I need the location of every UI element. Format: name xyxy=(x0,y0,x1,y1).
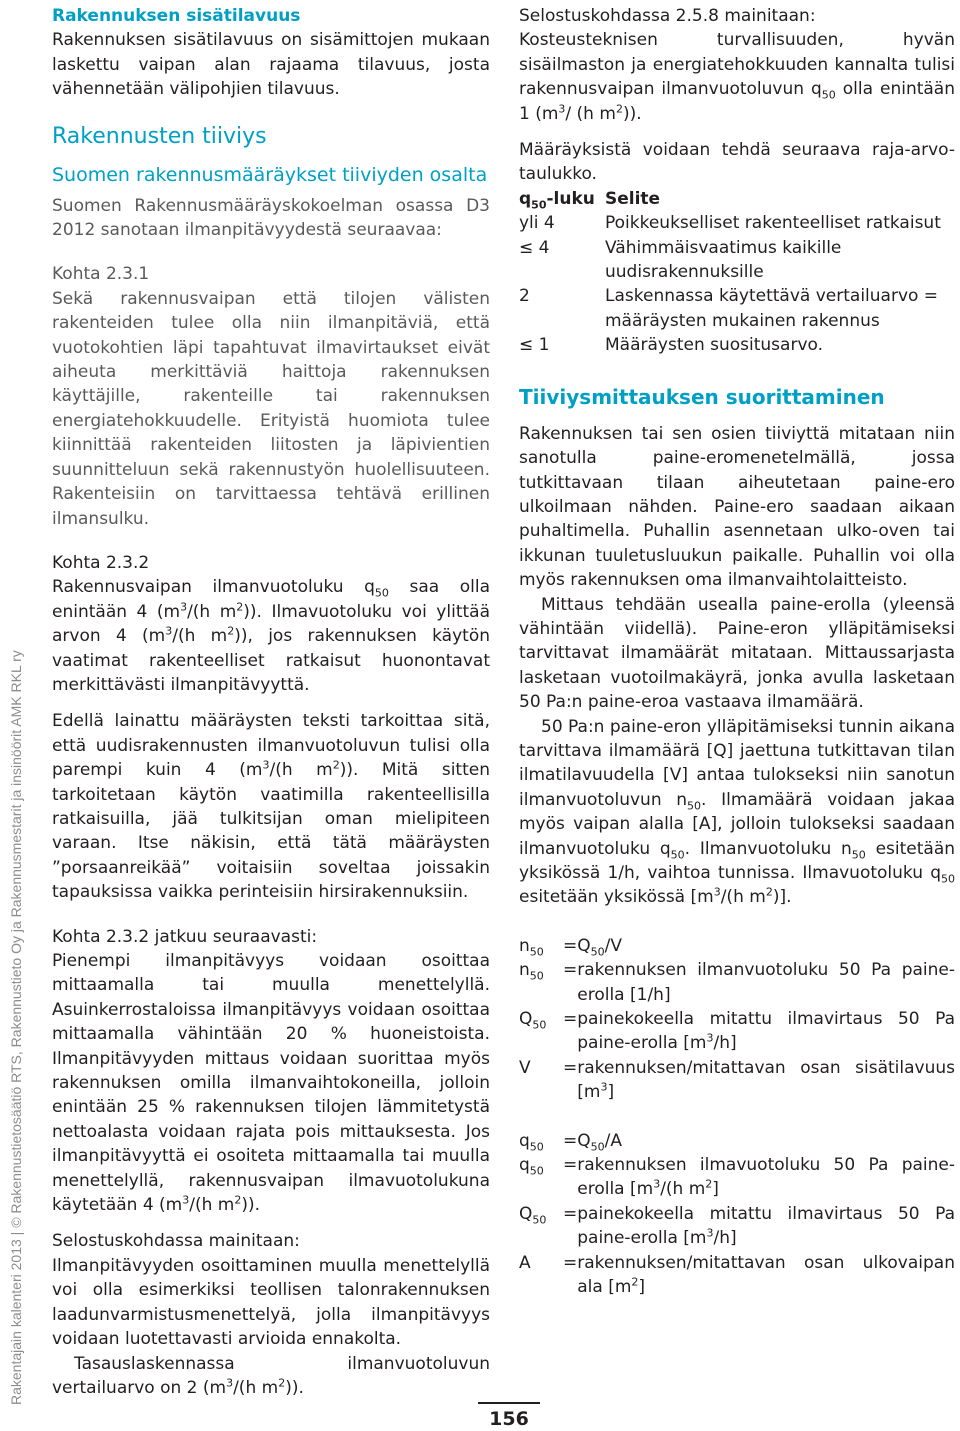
formula-row: $Q_{50}$ = painekokeella mitattu ilmavirtaus 50 Pa paine-erolla $[m^3/h]$ xyxy=(519,1203,955,1249)
table-cell-text: Poikkeukselliset rakenteelliset ratkaisut xyxy=(605,213,941,234)
paragraph-pienempi: Pienempi ilmanpitävyys voidaan osoittaa mittaamalla tai muulla menettelyllä. Asuinkerrostaloissa ilmanpitävyys voidaan osoittaa mittaamalla vähintään 20 % huoneistoista. Ilmanpitävyyden mittaus voidaan suorittaa myös rakennuksen omilla ilmanvaihtokoneilla, jolloin enintään 25 % rakennuksen tilojen lämmitetystä nettoalasta voidaan rajata pois mittauksesta. Jos ilmanpitävyyttä ei osoiteta mittaamalla tai muulla menettelyllä, rakennusvaipan ilmavuotolukuna käytetään 4 ($m^3/(h$ $m^2$)). xyxy=(52,951,490,1216)
table-header-q50: $q_{50}$-luku xyxy=(519,188,595,212)
heading-suomen-maaraykset: Suomen rakennusmääräykset tiiviyden osalta xyxy=(52,163,488,186)
table-cell-text: Määräysten suositusarvo. xyxy=(605,335,824,356)
formula-row: $q_{50}$ = rakennuksen ilmavuotoluku 50 Pa paine-erolla [$m^3/(h$ $m^2$] xyxy=(519,1155,955,1200)
table-header-selite: Selite xyxy=(605,188,661,209)
right-column xyxy=(519,4,955,1300)
table-row xyxy=(519,211,955,235)
paragraph-mittaus-1: Rakennuksen tai sen osien tiiviyttä mitataan niin sanotulla paine-eromenetelmällä, jossa tutkittavaan tilaan aiheutetaan paine-ero ulkoilmaan nähden. Paine-ero saadaan aikaan puhaltimella. Puhallin asennetaan ulko-oven tai ikkunan tuuletusluukun paikalle. Puhallin voi olla myös rakennuksen oma ilmanvaihtolaitteisto. xyxy=(519,423,955,591)
table-header-row xyxy=(519,187,955,211)
sidebar-copyright: Rakentajain kalenteri 2013 | © Rakennustietosäätiö RTS, Rakennustieto Oy ja Rakennusmestarit ja insinöörit AMK RKL ry xyxy=(8,650,24,1405)
table-cell-key: yli 4 xyxy=(519,213,555,234)
paragraph-maarayksista: Määräyksistä voidaan tehdä seuraava raja-arvo-taulukko. xyxy=(519,140,955,185)
formula-row: $n_{50}$ = $Q_{50}/V$ xyxy=(519,935,622,959)
heading-tiiviys: Rakennusten tiiviys xyxy=(52,123,267,149)
formula-row: $q_{50}$ = $Q_{50}/A$ xyxy=(519,1130,622,1154)
paragraph-232: Rakennusvaipan ilmanvuotoluku $q_{50}$ saa olla enintään 4 ($m^3/(h$ $m^2$)). Ilmavuotoluku voi ylittää arvon 4 ($m^3/(h$ $m^2$)), jos rakennuksen käytön vaatimat rakenteelliset ratkaisut huonontavat merkittävästi ilmanpitävyyttä. xyxy=(52,577,491,695)
formula-row: $n_{50}$ = rakennuksen ilmanvuotoluku 50 Pa paine-erolla [1/h] xyxy=(519,960,955,1005)
table-cell-key: ≤ 1 xyxy=(519,335,550,356)
selostus-258: Selostuskohdassa 2.5.8 mainitaan: xyxy=(519,6,816,26)
paragraph-258: Kosteusteknisen turvallisuuden, hyvän sisäilmaston ja energiatehokkuuden kannalta tulisi rakennusvaipan ilmanvuotoluvun $q_{50}$ olla enintään 1 ($m^3/$ (h $m^2$)). xyxy=(519,30,955,124)
table-cell-text: Laskennassa käytettävä vertailuarvo = määräysten mukainen rakennus xyxy=(605,286,939,331)
limit-table xyxy=(519,187,955,358)
paragraph-tasaus: Tasauslaskennassa ilmanvuotoluvun vertailuarvo on 2 ($m^3/(h$ $m^2$)). xyxy=(52,1353,490,1398)
kohta-232: Kohta 2.3.2 xyxy=(52,552,150,573)
table-row xyxy=(519,333,955,357)
formula-row: $Q_{50}$ = painekokeella mitattu ilmavirtaus 50 Pa paine-erolla $[m^3/h]$ xyxy=(519,1009,955,1054)
table-cell-text: Vähimmäisvaatimus kaikille uudisrakennuksille xyxy=(605,237,842,283)
table-row xyxy=(519,284,955,333)
table-cell-key: ≤ 4 xyxy=(519,237,550,258)
paragraph-osoittaminen: Ilmanpitävyyden osoittaminen muulla menettelyllä voi olla esimerkiksi teollisen talonrakennuksen laadunvarmistusmenettelyä, jolla ilmanpitävyys voidaan luotettavasti arvioida ennakolta. xyxy=(52,1255,490,1350)
formula-row: A = rakennuksen/mitattavan osan ulkovaipan ala $[m^2]$ xyxy=(519,1252,955,1298)
selostus-heading: Selostuskohdassa mainitaan: xyxy=(52,1231,300,1252)
paragraph-sisatilavuus: Rakennuksen sisätilavuus on sisämittojen mukaan laskettu vaipan alan rajaama tilavuus, josta vähennetään välipohjien tilavuus. xyxy=(52,30,490,100)
heading-sisatilavuus: Rakennuksen sisätilavuus xyxy=(52,6,301,26)
paragraph-d3: Suomen Rakennusmääräyskokoelman osassa D3 2012 sanotaan ilmanpitävyydestä seuraavaa: xyxy=(52,195,490,241)
kohta-232-jatkuu: Kohta 2.3.2 jatkuu seuraavasti: xyxy=(52,926,318,947)
paragraph-edella: Edellä lainattu määräysten teksti tarkoittaa sitä, että uudisrakennusten ilmanvuotoluvun tulisi olla parempi kuin 4 ($m^3/(h$ $m^2$)). Mitä sitten tarkoitetaan käytön vaatimilla rakenteellisilla ratkaisuilla, jää tulkitsijan oman mielipiteen varaan. Itse näkisin, että tätä määräysten ”porsaanreikää” voitaisiin soveltaa joissakin tapauksissa vaikka perinteisiin hirsirakennuksiin. xyxy=(52,711,490,903)
table-cell-key: 2 xyxy=(519,286,530,307)
page-number: 156 xyxy=(478,1402,540,1430)
formula-row: V = rakennuksen/mitattavan osan sisätilavuus $[m^3]$ xyxy=(519,1057,955,1103)
left-column xyxy=(52,4,490,1400)
formula-q50 xyxy=(519,1129,955,1300)
heading-tiiviysmittaus: Tiiviysmittauksen suorittaminen xyxy=(519,384,885,409)
formula-n50 xyxy=(519,934,955,1105)
table-row xyxy=(519,236,955,285)
paragraph-231: Sekä rakennusvaipan että tilojen välisten rakenteiden tulee olla niin ilmanpitäviä, että vuotokohtien läpi tapahtuvat ilmavirtaukset eivät aiheuta merkittäviä haittoja rakennuksen käyttäjille, rakenteille tai rakennuksen energiatehokkuudelle. Erityistä huomiota tulee kiinnittää rakenteiden liitosten ja läpivientien suunnitteluun sekä rakennustyön huolellisuuteen. Rakenteisiin on tarvittaessa tehtävä erillinen ilmansulku. xyxy=(52,288,490,529)
paragraph-mittaus-2: Mittaus tehdään usealla paine-erolla (yleensä vähintään viidellä). Paine-eron ylläpitämiseksi tarvittavat ilmamäärät mitataan. Mittaussarjasta lasketaan vuotoilmakäyrä, jonka avulla lasketaan 50 Pa:n paine-eroa vastaava ilmamäärä. xyxy=(519,594,955,713)
kohta-231: Kohta 2.3.1 xyxy=(52,264,150,285)
paragraph-mittaus-3: 50 Pa:n paine-eron ylläpitämiseksi tunnin aikana tarvittava ilmamäärä [Q] jaettuna tutkittavan tilan ilmatilavuudella [V] antaa tulokseksi niin sanotun ilmanvuotoluvun $n_{50}$. Ilmamäärä voidaan jakaa myös vaipan alalla [A], jolloin tulokseksi saadaan ilmanvuotoluku $q_{50}$. Ilmanvuotoluku $n_{50}$ esitetään yksikössä 1/h, vaihtoa tunnissa. Ilmavuotoluku $q_{50}$ esitetään yksikössä [$m^3/(h$ $m^2$)]. xyxy=(519,716,956,908)
